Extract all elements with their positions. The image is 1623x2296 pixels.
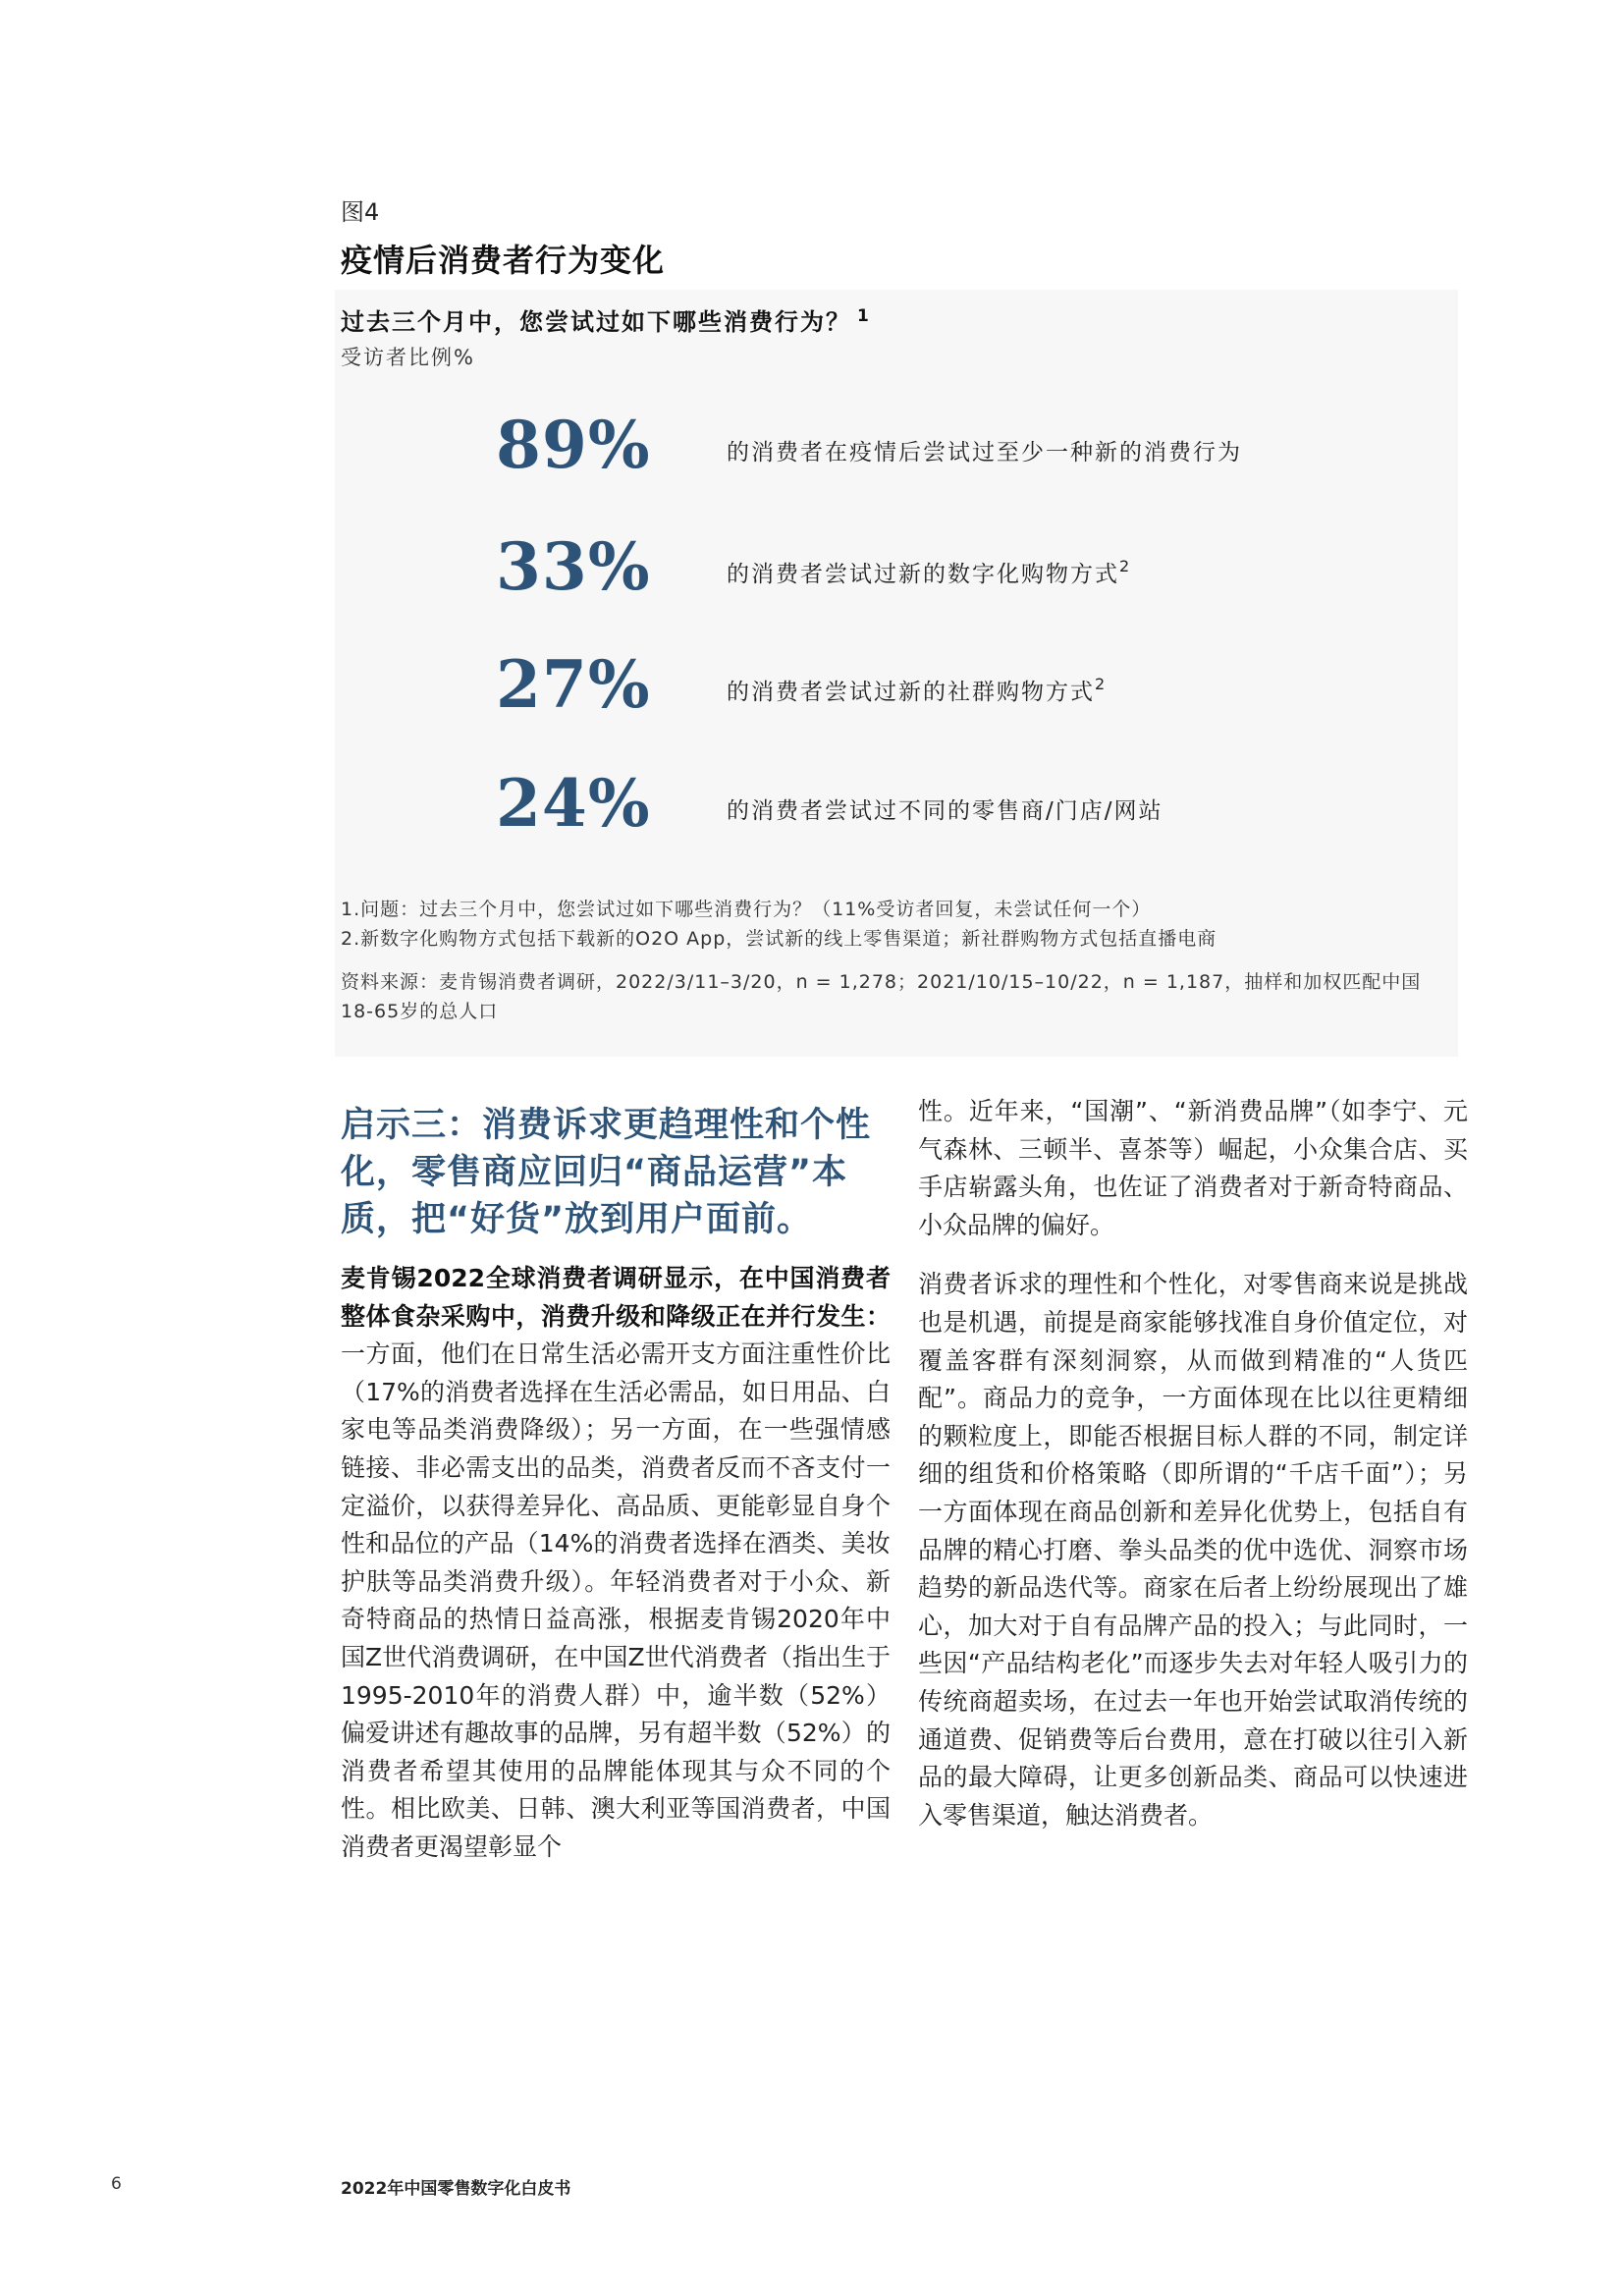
page-number: 6: [111, 2174, 122, 2194]
body-column-right: [918, 1093, 1468, 1834]
body-paragraph: [341, 1260, 891, 1867]
stat-text: [727, 674, 1107, 706]
stat-description: 的消费者在疫情后尝试过至少一种新的消费行为: [727, 440, 1242, 465]
figure-question: [341, 302, 871, 337]
stat-row: [496, 407, 1380, 495]
stat-footnote: 2: [1095, 675, 1108, 693]
stat-percent: 24%: [496, 765, 651, 842]
figure-footnote: 1.问题：过去三个月中，您尝试过如下哪些消费行为？（11%受访者回复，未尝试任何一个）: [341, 899, 1152, 920]
body-text: 一方面，他们在日常生活必需开支方面注重性价比（17%的消费者选择在生活必需品，如日用品、白家电等品类消费降级）；另一方面，在一些强情感链接、非必需支出的品类，消费者反而不吝支付一定溢价，以获得差异化、高品质、更能彰显自身个性和品位的产品（14%的消费者选择在酒类、美妆护肤等品类消费升级）。年轻消费者对于小众、新奇特商品的热情日益高涨，根据麦肯锡2020年中国Z世代消费调研，在中国Z世代消费者（指出生于1995-2010年的消费人群）中，逾半数（52%）偏爱讲述有趣故事的品牌，另有超半数（52%）的消费者希望其使用的品牌能体现其与众不同的个性。相比欧美、日韩、澳大利亚等国消费者，中国消费者更渴望彰显个: [341, 1339, 891, 1861]
figure-unit: 受访者比例%: [341, 346, 475, 369]
stat-text: [727, 793, 1163, 825]
stat-percent: 89%: [496, 407, 651, 483]
stat-text: [727, 556, 1131, 588]
figure-question-footnote: 1: [857, 306, 871, 326]
stat-row: [496, 765, 1380, 853]
figure-source: 资料来源：麦肯锡消费者调研，2022/3/11–3/20，n = 1,278；2021/10/15–10/22，n = 1,187，抽样和加权匹配中国: [341, 971, 1422, 993]
stat-row: [496, 646, 1380, 735]
stat-percent: 27%: [496, 646, 651, 723]
body-paragraph: 消费者诉求的理性和个性化，对零售商来说是挑战也是机遇，前提是商家能够找准自身价值定位，对覆盖客群有深刻洞察，从而做到精准的“人货匹配”。商品力的竞争，一方面体现在比以往更精细的颗粒度上，即能否根据目标人群的不同，制定详细的组货和价格策略（即所谓的“千店千面”）；另一方面体现在商品创新和差异化优势上，包括自有品牌的精心打磨、拳头品类的优中选优、洞察市场趋势的新品迭代等。商家在后者上纷纷展现出了雄心，加大对于自有品牌产品的投入；与此同时，一些因“产品结构老化”而逐步失去对年轻人吸引力的传统商超卖场，在过去一年也开始尝试取消传统的通道费、促销费等后台费用，意在打破以往引入新品的最大障碍，让更多创新品类、商品可以快速进入零售渠道，触达消费者。: [918, 1270, 1468, 1830]
body-paragraph: 性。近年来，“国潮”、“新消费品牌”（如李宁、元气森林、三顿半、喜茶等）崛起，小众集合店、买手店崭露头角，也佐证了消费者对于新奇特商品、小众品牌的偏好。: [918, 1097, 1468, 1239]
stat-description: 的消费者尝试过新的社群购物方式: [727, 680, 1095, 705]
body-column-left: [341, 1260, 891, 1867]
figure-title: 疫情后消费者行为变化: [341, 242, 666, 279]
figure-source-continued: 18-65岁的总人口: [341, 1001, 499, 1022]
stat-row: [496, 528, 1380, 617]
stat-percent: 33%: [496, 528, 651, 605]
stat-footnote: 2: [1119, 557, 1132, 575]
document-title: 2022年中国零售数字化白皮书: [341, 2179, 571, 2199]
figure-question-text: 过去三个月中，您尝试过如下哪些消费行为？: [341, 308, 851, 336]
stat-description: 的消费者尝试过不同的零售商/门店/网站: [727, 798, 1163, 824]
stat-text: [727, 434, 1242, 466]
stat-description: 的消费者尝试过新的数字化购物方式: [727, 562, 1119, 587]
figure-footnote: 2.新数字化购物方式包括下载新的O2O App，尝试新的线上零售渠道；新社群购物方式包括直播电商: [341, 928, 1217, 950]
body-lead-bold: 麦肯锡2022全球消费者调研显示，在中国消费者整体食杂采购中，消费升级和降级正在并行发生：: [341, 1264, 891, 1331]
section-heading: 启示三：消费诉求更趋理性和个性化，零售商应回归“商品运营”本质，把“好货”放到用户面前。: [341, 1106, 872, 1239]
figure-label: 图4: [341, 198, 380, 226]
